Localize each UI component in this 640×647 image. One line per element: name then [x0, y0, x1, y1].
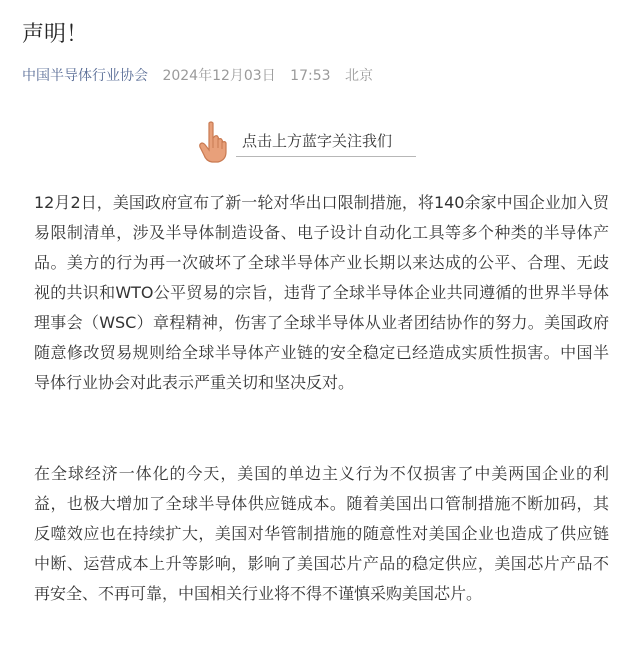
publish-time: 17:53 — [290, 68, 331, 84]
follow-underline — [236, 156, 416, 157]
paragraph-2: 在全球经济一体化的今天，美国的单边主义行为不仅损害了中美两国企业的利益，也极大增加了全球半导体供应链成本。随着美国出口管制措施不断加码，其反噬效应也在持续扩大，美国对华管制措施的随意性对美国企业也造成了供应链中断、运营成本上升等影响，影响了美国芯片产品的稳定供应，美国芯片产品不再安全、不再可靠，中国相关行业将不得不谨慎采购美国芯片。 — [34, 464, 609, 603]
article-title: 声明！ — [22, 22, 89, 47]
publish-location: 北京 — [344, 68, 373, 84]
article-meta — [22, 66, 373, 86]
follow-prompt[interactable] — [198, 120, 438, 166]
follow-prompt-text: 点击上方蓝字关注我们 — [242, 132, 393, 150]
paragraph-1: 12月2日，美国政府宣布了新一轮对华出口限制措施，将140余家中国企业加入贸易限制清单，涉及半导体制造设备、电子设计自动化工具等多个种类的半导体产品。美方的行为再一次破坏了全球半导体产业长期以来达成的公平、合理、无歧视的共识和WTO公平贸易的宗旨，违背了全球半导体企业共同遵循的世界半导体理事会（WSC）章程精神，伤害了全球半导体从业者团结协作的努力。美国政府随意修改贸易规则给全球半导体产业链的安全稳定已经造成实质性损害。中国半导体行业协会对此表示严重关切和坚决反对。 — [34, 193, 609, 392]
author-link[interactable]: 中国半导体行业协会 — [22, 68, 148, 84]
publish-date: 2024年12月03日 — [162, 68, 276, 84]
pointing-hand-icon — [198, 120, 228, 164]
